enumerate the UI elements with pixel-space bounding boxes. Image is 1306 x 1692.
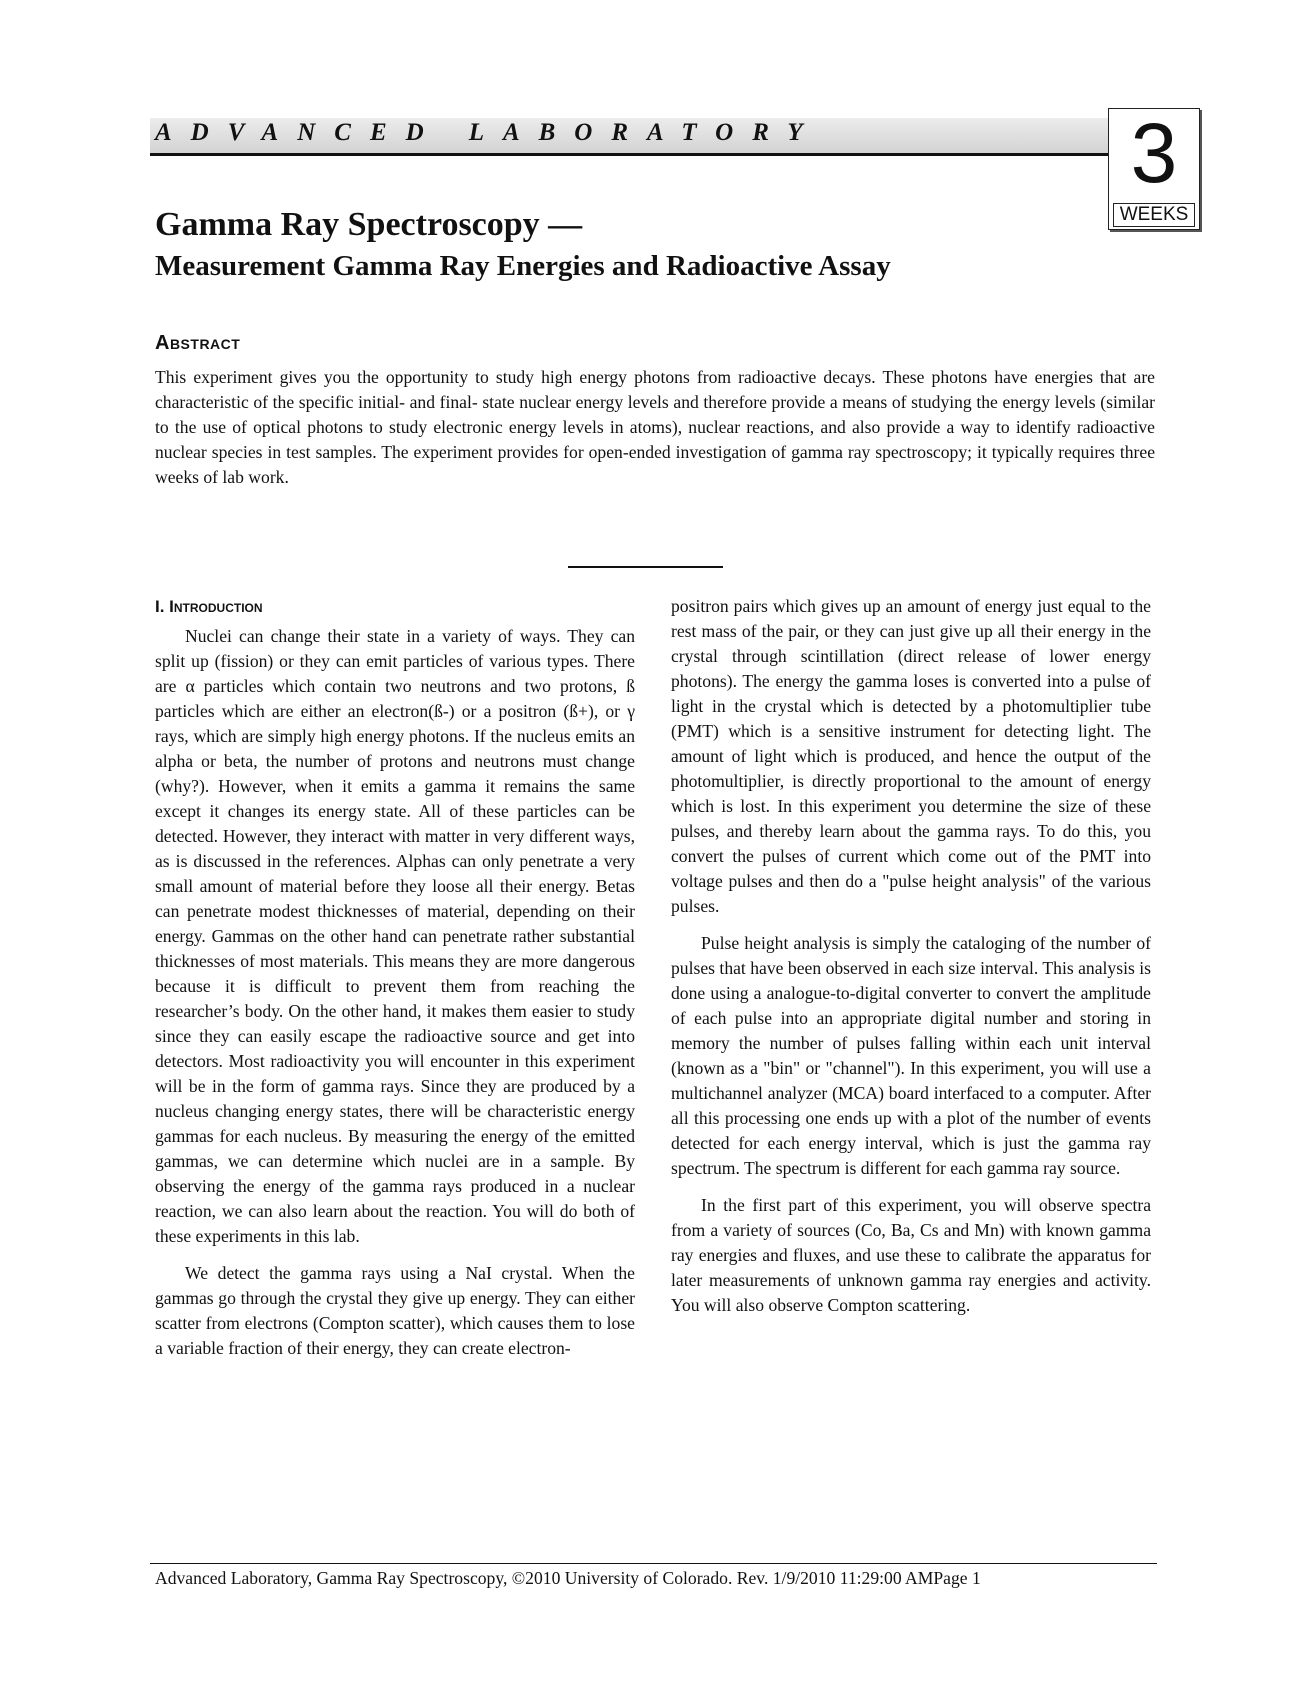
page-title: Gamma Ray Spectroscopy — bbox=[155, 206, 583, 243]
left-column bbox=[155, 594, 635, 1361]
header-title bbox=[155, 119, 822, 147]
right-column bbox=[671, 594, 1151, 1318]
weeks-label: WEEKS bbox=[1113, 203, 1195, 227]
footer-rule bbox=[150, 1563, 1157, 1564]
body-paragraph: We detect the gamma rays using a NaI crystal. When the gammas go through the crystal they give up energy. They can either scatter from electrons (Compton scatter), which causes them to lose a variable fraction of their energy, they can create electron- bbox=[155, 1263, 635, 1358]
abstract-text: This experiment gives you the opportunity to study high energy photons from radioactive decays. These photons have energies that are characteristic of the specific initial- and final- state nuclear energy levels and therefore provide a means of studying the energy levels (similar to the use of optical photons to study electronic energy levels in atoms), nuclear reactions, and also provide a way to identify radioactive nuclear species in test samples. The experiment provides for open-ended investigation of gamma ray spectroscopy; it typically requires three weeks of lab work. bbox=[155, 367, 1155, 487]
header-word-advanced: ADVANCED bbox=[155, 119, 443, 146]
weeks-box bbox=[1108, 108, 1200, 230]
body-paragraph: positron pairs which gives up an amount of energy just equal to the rest mass of the pair, or they can just give up all their energy in the crystal through scintillation (direct release of lower energy photons). The energy the gamma loses is converted into a pulse of light in the crystal which is detected by a photomultiplier tube (PMT) which is a sensitive instrument for detecting light. The amount of light which is produced, and hence the output of the photomultiplier, is directly proportional to the amount of energy which is lost. In this experiment you determine the size of these pulses, and thereby learn about the gamma rays. To do this, you convert the pulses of current which come out of the PMT into voltage pulses and then do a "pulse height analysis" of the various pulses. bbox=[671, 596, 1151, 916]
header-rule bbox=[150, 153, 1120, 156]
body-paragraph: Pulse height analysis is simply the cataloging of the number of pulses that have been observed in each size interval. This analysis is done using a analogue-to-digital converter to convert the amplitude of each pulse into an appropriate digital number and storing in memory the number of pulses falling within each unit interval (known as a "bin" or "channel"). In this experiment, you will use a multichannel analyzer (MCA) board interfaced to a computer. After all this processing one ends up with a plot of the number of events detected for each energy interval, which is just the gamma ray spectrum. The spectrum is different for each gamma ray source. bbox=[671, 933, 1151, 1178]
body-paragraph: In the first part of this experiment, you will observe spectra from a variety of sources (Co, Ba, Cs and Mn) with known gamma ray energies and fluxes, and use these to calibrate the apparatus for later measurements of unknown gamma ray energies and activity. You will also observe Compton scattering. bbox=[671, 1195, 1151, 1315]
page-footer: Advanced Laboratory, Gamma Ray Spectroscopy, ©2010 University of Colorado. Rev. 1/9/2010 11:29:00 AMPage 1 bbox=[155, 1568, 981, 1588]
section-heading-introduction: I. Introduction bbox=[155, 597, 263, 616]
weeks-number: 3 bbox=[1130, 106, 1178, 200]
section-divider bbox=[568, 566, 723, 568]
abstract-heading: Abstract bbox=[155, 332, 241, 354]
body-paragraph: Nuclei can change their state in a variety of ways. They can split up (fission) or they can emit particles of various types. There are α particles which contain two neutrons and two protons, ß particles which are either an electron(ß-) or a positron (ß+), or γ rays, which are simply high energy photons. If the nucleus emits an alpha or beta, the number of protons and neutrons must change (why?). However, when it emits a gamma it remains the same except it changes its energy state. All of these particles can be detected. However, they interact with matter in very different ways, as is discussed in the references. Alphas can only penetrate a very small amount of material before they loose all their energy. Betas can penetrate modest thicknesses of material, depending on their energy. Gammas on the other hand can penetrate rather substantial thicknesses of most materials. This means they are more dangerous because it is difficult to prevent them from reaching the researcher’s body. On the other hand, it makes them easier to study since they can easily escape the radioactive source and get into detectors. Most radioactivity you will encounter in this experiment will be in the form of gamma rays. Since they are produced by a nucleus changing energy states, there will be characteristic energy gammas for each nucleus. By measuring the energy of the emitted gammas, we can determine which nuclei are in a sample. By observing the energy of the gamma rays produced in a nuclear reaction, we can also learn about the reaction. You will do both of these experiments in this lab. bbox=[155, 626, 635, 1246]
header-word-laboratory: LABORATORY bbox=[468, 119, 822, 146]
page-subtitle: Measurement Gamma Ray Energies and Radioactive Assay bbox=[155, 250, 891, 282]
